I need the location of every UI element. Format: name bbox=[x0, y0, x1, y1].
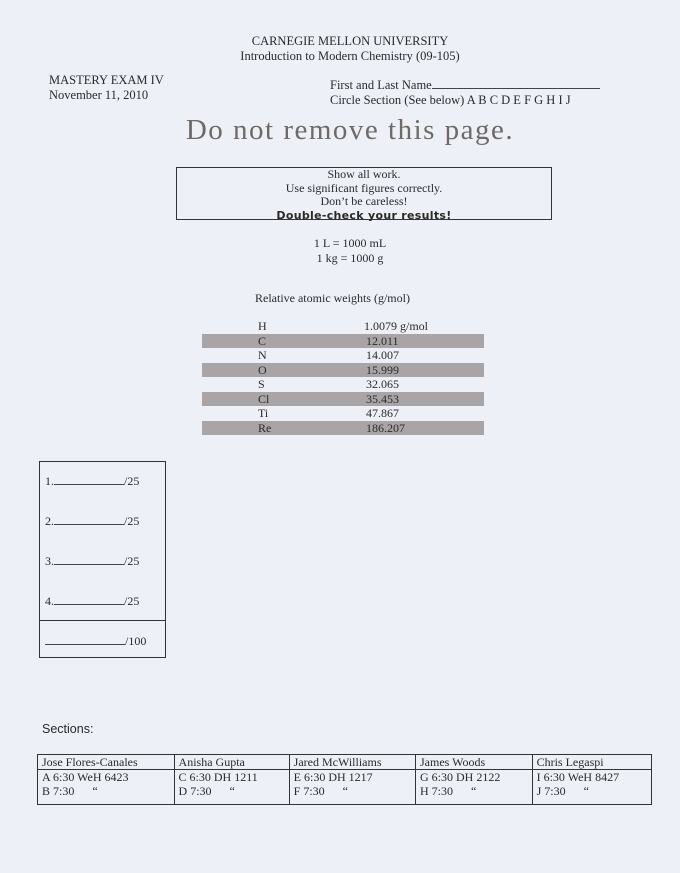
element-symbol: Ti bbox=[258, 406, 269, 420]
table-row bbox=[202, 392, 484, 407]
university-name: CARNEGIE MELLON UNIVERSITY bbox=[251, 34, 449, 48]
section-slot: H 7:30 “ bbox=[420, 784, 477, 798]
element-weight: 12.011 bbox=[366, 333, 399, 348]
name-field[interactable] bbox=[330, 78, 600, 93]
sections-table bbox=[37, 754, 652, 805]
section-slot: G 6:30 DH 2122 bbox=[420, 770, 501, 784]
exam-title: MASTERY EXAM IV bbox=[49, 73, 164, 87]
conversion-volume: 1 L = 1000 mL bbox=[313, 236, 387, 250]
score-row-q1 bbox=[45, 474, 139, 489]
instructor-name: Chris Legaspi bbox=[532, 755, 651, 770]
section-slot: A 6:30 WeH 6423 bbox=[42, 770, 129, 784]
section-slot: F 7:30 “ bbox=[293, 784, 349, 798]
element-symbol: C bbox=[258, 333, 267, 348]
element-weight: 47.867 bbox=[366, 406, 399, 420]
section-slot: D 7:30 “ bbox=[178, 784, 235, 798]
question-number: 1. bbox=[45, 474, 54, 488]
section-cell bbox=[416, 770, 533, 805]
question-max: /25 bbox=[124, 474, 140, 488]
instructor-name: Jared McWilliams bbox=[289, 755, 415, 770]
section-field[interactable]: Circle Section (See below) A B C D E F G H I J bbox=[330, 93, 571, 107]
table-row bbox=[202, 377, 484, 392]
instruction-line: Don’t be careless! bbox=[320, 194, 408, 208]
score-row-q4 bbox=[45, 594, 139, 609]
element-symbol: S bbox=[258, 377, 265, 391]
atomic-weights-title: Relative atomic weights (g/mol) bbox=[255, 291, 410, 305]
section-slot: I 6:30 WeH 8427 bbox=[536, 770, 620, 784]
conversion-mass: 1 kg = 1000 g bbox=[316, 251, 384, 265]
element-weight: 1.0079 g/mol bbox=[364, 319, 429, 333]
element-symbol: H bbox=[258, 319, 267, 333]
unit-conversions bbox=[270, 236, 430, 266]
instructor-name: Jose Flores-Canales bbox=[38, 755, 175, 770]
instructor-row bbox=[38, 755, 652, 770]
score-blank[interactable] bbox=[54, 594, 124, 605]
instruction-line: Use significant figures correctly. bbox=[285, 180, 443, 195]
table-row bbox=[202, 319, 484, 334]
element-symbol: N bbox=[258, 348, 267, 362]
question-number: 4. bbox=[45, 594, 54, 608]
page-warning: Do not remove this page. bbox=[185, 114, 515, 146]
score-box bbox=[39, 461, 166, 658]
element-symbol: Re bbox=[258, 420, 272, 435]
exam-date: November 11, 2010 bbox=[49, 88, 149, 102]
question-max: /25 bbox=[124, 594, 140, 608]
element-symbol: Cl bbox=[258, 391, 270, 406]
score-divider bbox=[40, 620, 165, 621]
name-blank[interactable] bbox=[432, 78, 600, 89]
section-slot: E 6:30 DH 1217 bbox=[293, 770, 373, 784]
element-weight: 32.065 bbox=[366, 377, 399, 391]
score-blank[interactable] bbox=[54, 554, 124, 565]
table-row bbox=[202, 406, 484, 421]
instruction-line-emphasis: Double-check your results! bbox=[276, 208, 452, 222]
score-row-q3 bbox=[45, 554, 139, 569]
name-label: First and Last Name bbox=[330, 78, 432, 92]
instructor-name: Anisha Gupta bbox=[174, 755, 289, 770]
section-cell bbox=[532, 770, 651, 805]
section-times-row bbox=[38, 770, 652, 805]
section-cell bbox=[289, 770, 415, 805]
exam-header bbox=[0, 34, 680, 64]
question-max: /25 bbox=[124, 514, 140, 528]
table-row bbox=[202, 421, 484, 436]
section-slot: C 6:30 DH 1211 bbox=[178, 770, 258, 784]
element-weight: 186.207 bbox=[366, 420, 405, 435]
score-blank[interactable] bbox=[54, 514, 124, 525]
element-weight: 15.999 bbox=[366, 362, 399, 377]
section-cell bbox=[174, 770, 289, 805]
table-row bbox=[202, 334, 484, 349]
table-row bbox=[202, 348, 484, 363]
question-max: /25 bbox=[124, 554, 140, 568]
section-slot: J 7:30 “ bbox=[536, 784, 589, 798]
instruction-line: Show all work. bbox=[327, 167, 401, 181]
exam-info bbox=[49, 73, 164, 103]
atomic-weights-table bbox=[202, 319, 484, 435]
element-weight: 35.453 bbox=[366, 391, 399, 406]
score-row-total bbox=[45, 634, 146, 649]
instructions-box bbox=[176, 167, 552, 220]
score-blank[interactable] bbox=[54, 474, 124, 485]
total-max: /100 bbox=[125, 634, 147, 648]
section-cell bbox=[38, 770, 175, 805]
element-weight: 14.007 bbox=[366, 348, 399, 362]
score-row-q2 bbox=[45, 514, 139, 529]
course-title: Introduction to Modern Chemistry (09-105) bbox=[240, 49, 460, 63]
element-symbol: O bbox=[258, 362, 267, 377]
question-number: 3. bbox=[45, 554, 54, 568]
instructor-name: James Woods bbox=[416, 755, 533, 770]
section-slot: B 7:30 “ bbox=[42, 784, 98, 798]
table-row bbox=[202, 363, 484, 378]
question-number: 2. bbox=[45, 514, 54, 528]
student-info bbox=[330, 78, 600, 108]
total-blank[interactable] bbox=[45, 634, 125, 645]
sections-label: Sections: bbox=[42, 722, 94, 736]
